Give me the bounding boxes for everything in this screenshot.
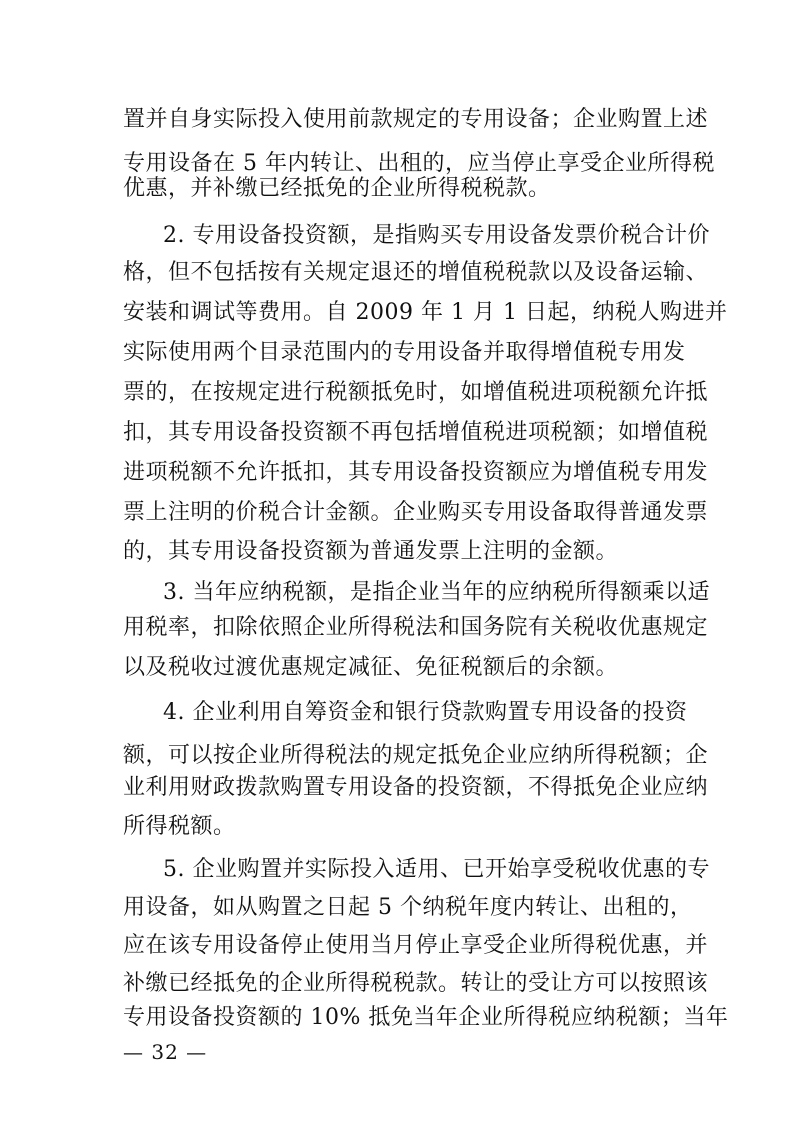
text-line: 补缴已经抵免的企业所得税税款。转让的受让方可以按照该 [123,971,709,996]
text-line: 用设备，如从购置之日起 5 个纳税年度内转让、出租的， [123,895,693,920]
paragraph-4-first-line: 4. 企业利用自筹资金和银行贷款购置专用设备的投资 [163,700,688,725]
text-line: 格，但不包括按有关规定退还的增值税税款以及设备运输、 [123,260,709,285]
page-number: — 32 — [123,1040,208,1064]
paragraph-3-first-line: 3. 当年应纳税额，是指企业当年的应纳税所得额乘以适 [163,580,710,605]
text-line: 应在该专用设备停止使用当月停止享受企业所得税优惠，并 [123,933,709,958]
text-line: 票上注明的价税合计金额。企业购买专用设备取得普通发票 [123,500,709,525]
paragraph-2-first-line: 2. 专用设备投资额，是指购买专用设备发票价税合计价 [163,223,710,248]
text-line: 票的，在按规定进行税额抵免时，如增值税进项税额允许抵 [123,380,709,405]
text-line: 进项税额不允许抵扣，其专用设备投资额应为增值税专用发 [123,460,709,485]
text-line: 用税率，扣除依照企业所得税法和国务院有关税收优惠规定 [123,615,709,640]
text-line: 业利用财政拨款购置专用设备的投资额，不得抵免企业应纳 [123,775,709,800]
text-line: 额，可以按企业所得税法的规定抵免企业应纳所得税额；企 [123,743,709,768]
paragraph-5-first-line: 5. 企业购置并实际投入适用、已开始享受税收优惠的专 [163,857,710,882]
text-line: 所得税额。 [123,814,236,839]
text-line: 的，其专用设备投资额为普通发票上注明的金额。 [123,539,619,564]
text-line: 优惠，并补缴已经抵免的企业所得税税款。 [123,176,551,201]
text-line: 置并自身实际投入使用前款规定的专用设备；企业购置上述 [123,107,709,132]
text-line: 以及税收过渡优惠规定减征、免征税额后的余额。 [123,655,619,680]
text-line: 专用设备在 5 年内转让、出租的，应当停止享受企业所得税 [123,151,715,176]
text-line: 扣，其专用设备投资额不再包括增值税进项税额；如增值税 [123,420,709,445]
text-line: 专用设备投资额的 10% 抵免当年企业所得税应纳税额；当年 [123,1005,729,1030]
text-line: 安装和调试等费用。自 2009 年 1 月 1 日起，纳税人购进并 [123,300,728,325]
text-line: 实际使用两个目录范围内的专用设备并取得增值税专用发 [123,340,686,365]
